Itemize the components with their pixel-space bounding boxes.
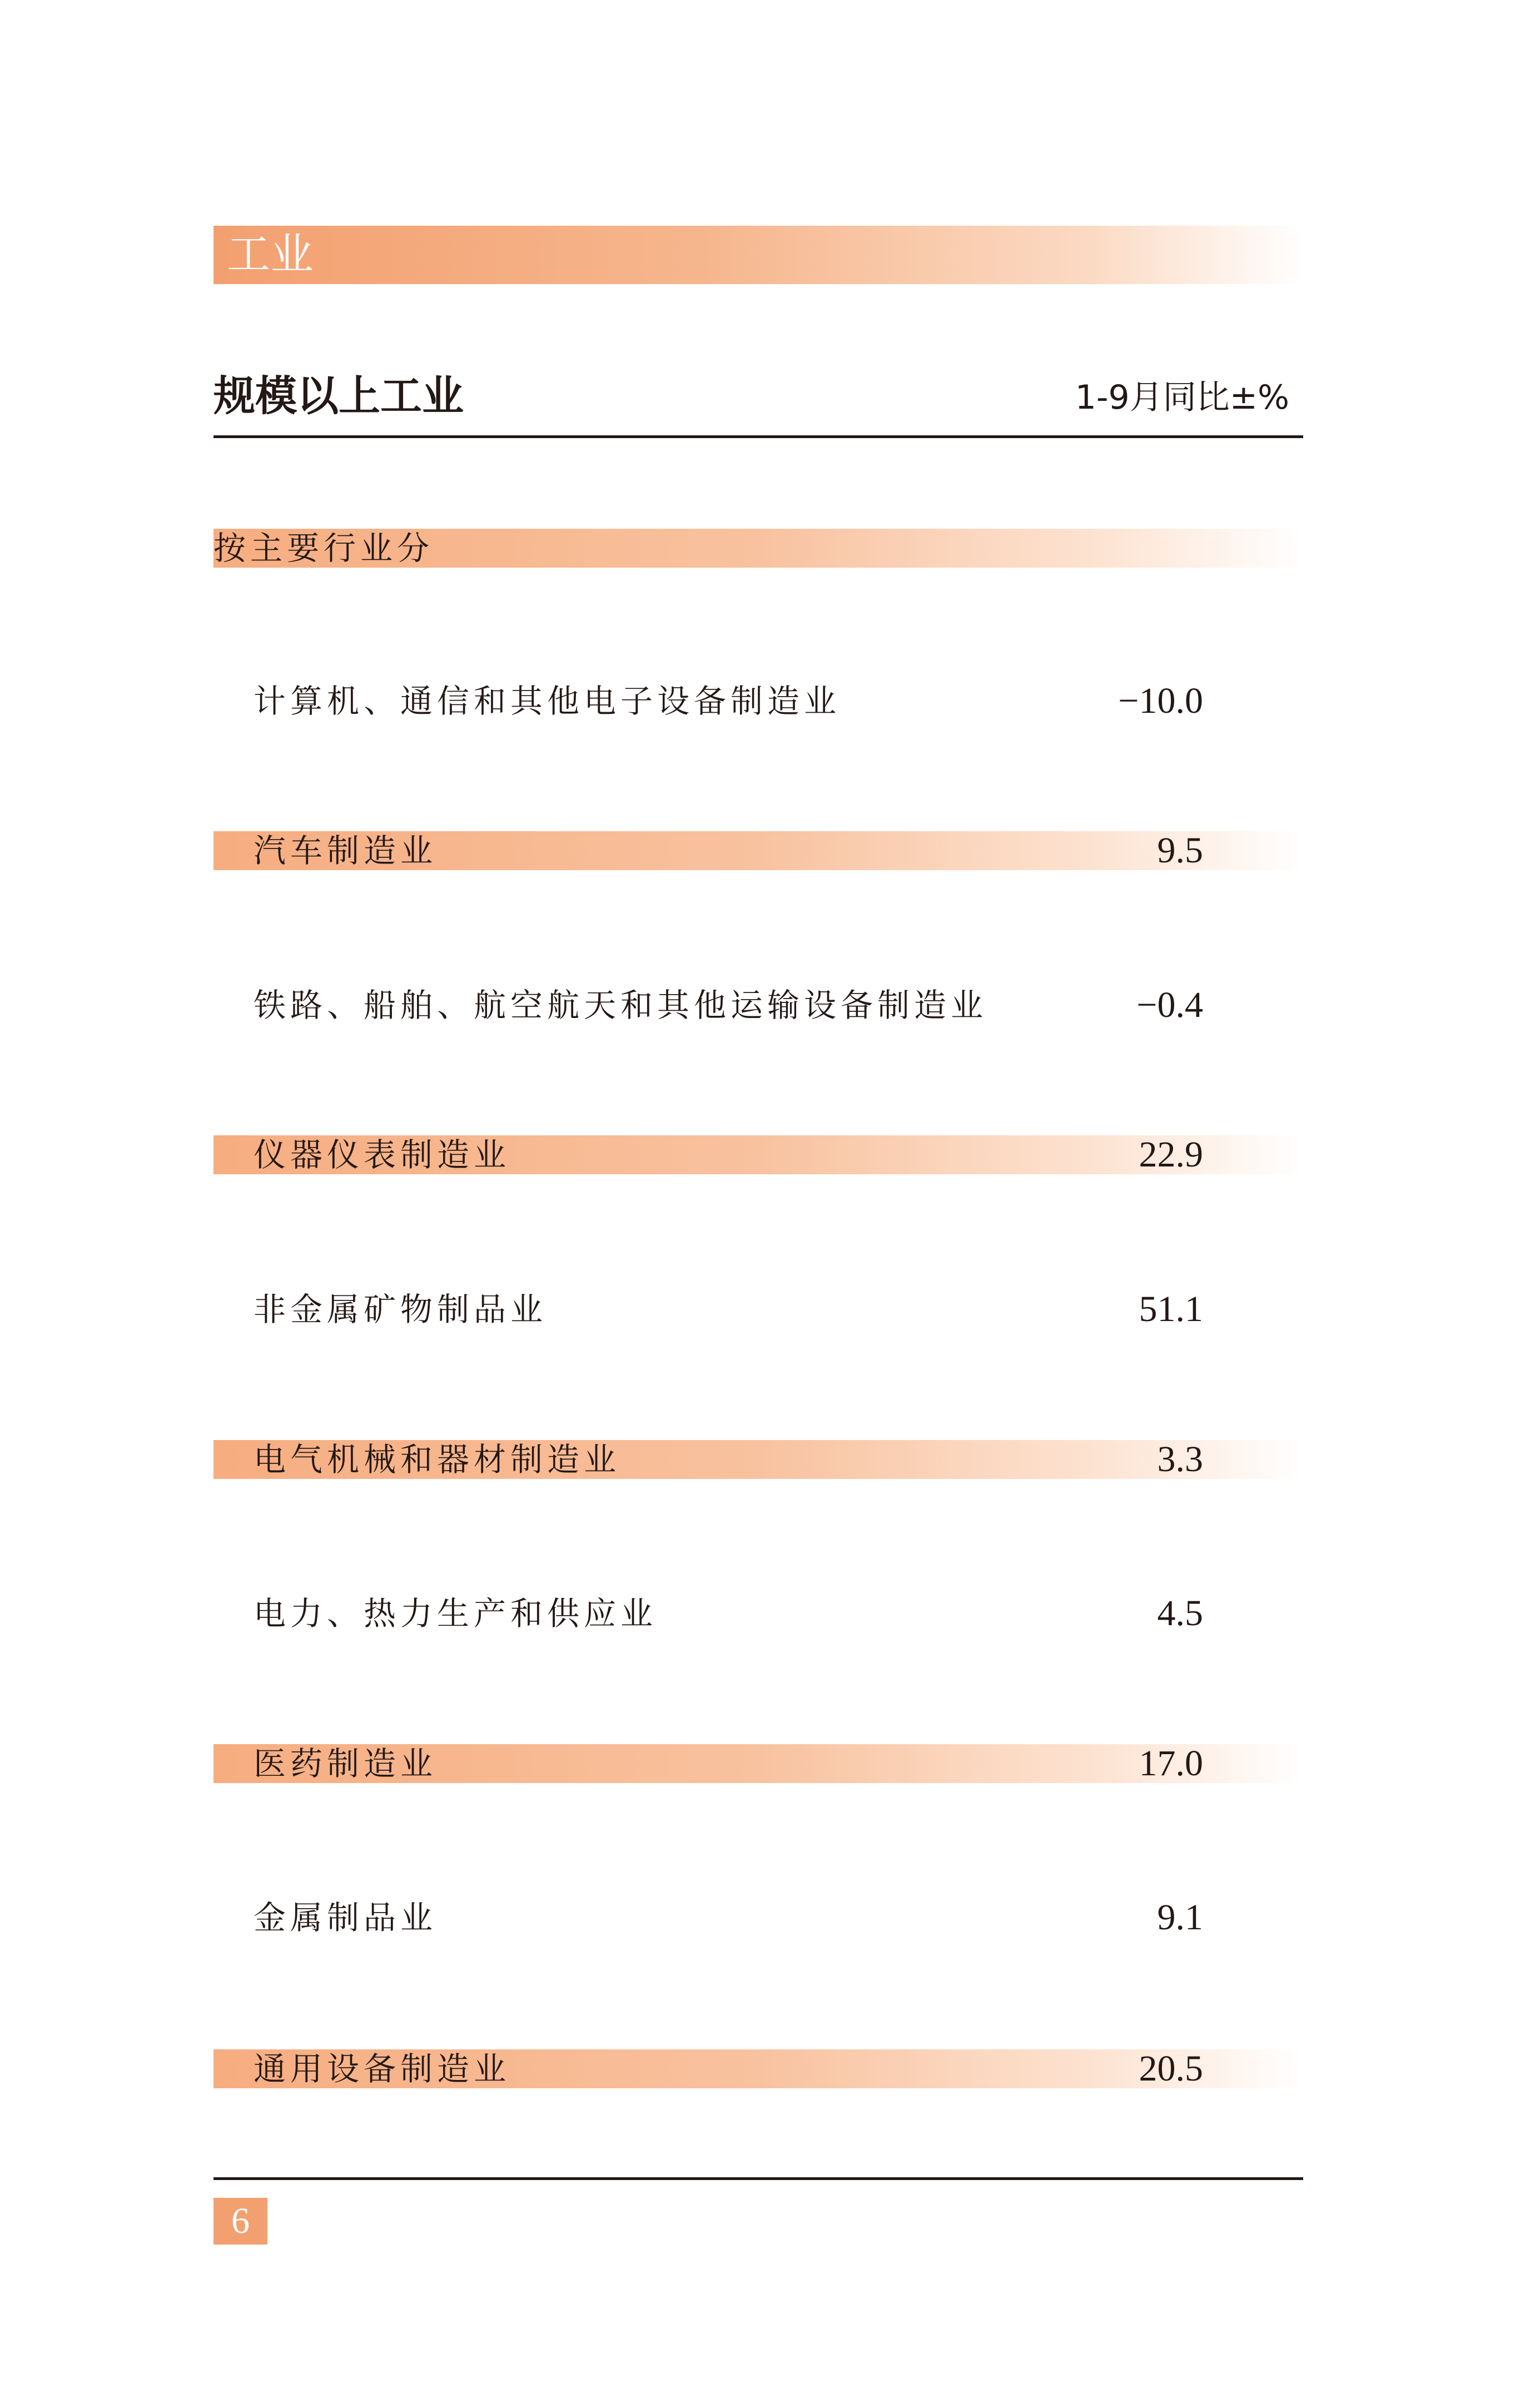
growth-value: 4.5 <box>1157 1593 1203 1634</box>
industry-label: 电力、热力生产和供应业 <box>254 1595 658 1632</box>
table-row <box>213 831 1303 870</box>
page-number-box <box>213 2198 267 2245</box>
table-row <box>213 1898 1303 1937</box>
subheading-text: 按主要行业分 <box>213 529 434 567</box>
section-banner <box>213 226 1303 284</box>
page-number: 6 <box>231 2201 250 2241</box>
industry-label: 金属制品业 <box>254 1899 438 1937</box>
industry-label: 通用设备制造业 <box>254 2050 511 2088</box>
industry-label: 非金属矿物制品业 <box>254 1290 548 1328</box>
industry-label: 计算机、通信和其他电子设备制造业 <box>254 682 841 720</box>
table-row <box>213 2049 1303 2088</box>
table-row <box>213 1440 1303 1479</box>
table-row <box>213 1135 1303 1174</box>
industry-label: 汽车制造业 <box>254 832 438 870</box>
growth-value: 17.0 <box>1139 1743 1203 1784</box>
growth-value: 9.5 <box>1157 830 1203 871</box>
header-divider <box>213 435 1303 438</box>
table-row <box>213 1744 1303 1783</box>
industry-label: 医药制造业 <box>254 1745 438 1783</box>
industry-label: 电气机械和器材制造业 <box>254 1441 621 1478</box>
unit-label: 1-9月同比±% <box>1075 378 1289 417</box>
growth-value: 51.1 <box>1139 1289 1203 1329</box>
growth-value: 22.9 <box>1139 1134 1203 1175</box>
growth-value: 9.1 <box>1157 1897 1203 1938</box>
table-row <box>213 1290 1303 1329</box>
footer-divider <box>213 2177 1303 2180</box>
table-row <box>213 1594 1303 1633</box>
page-title: 规模以上工业 <box>213 371 464 420</box>
growth-value: 3.3 <box>1157 1439 1203 1479</box>
subheading-band <box>213 529 1303 568</box>
table-row <box>213 986 1303 1025</box>
growth-value: 20.5 <box>1139 2048 1203 2089</box>
table-row <box>213 682 1303 721</box>
section-title: 工业 <box>227 230 314 280</box>
industry-label: 铁路、船舶、航空航天和其他运输设备制造业 <box>254 986 988 1024</box>
growth-value: −10.0 <box>1118 681 1203 721</box>
industry-label: 仪器仪表制造业 <box>254 1136 511 1174</box>
growth-value: −0.4 <box>1136 985 1203 1025</box>
